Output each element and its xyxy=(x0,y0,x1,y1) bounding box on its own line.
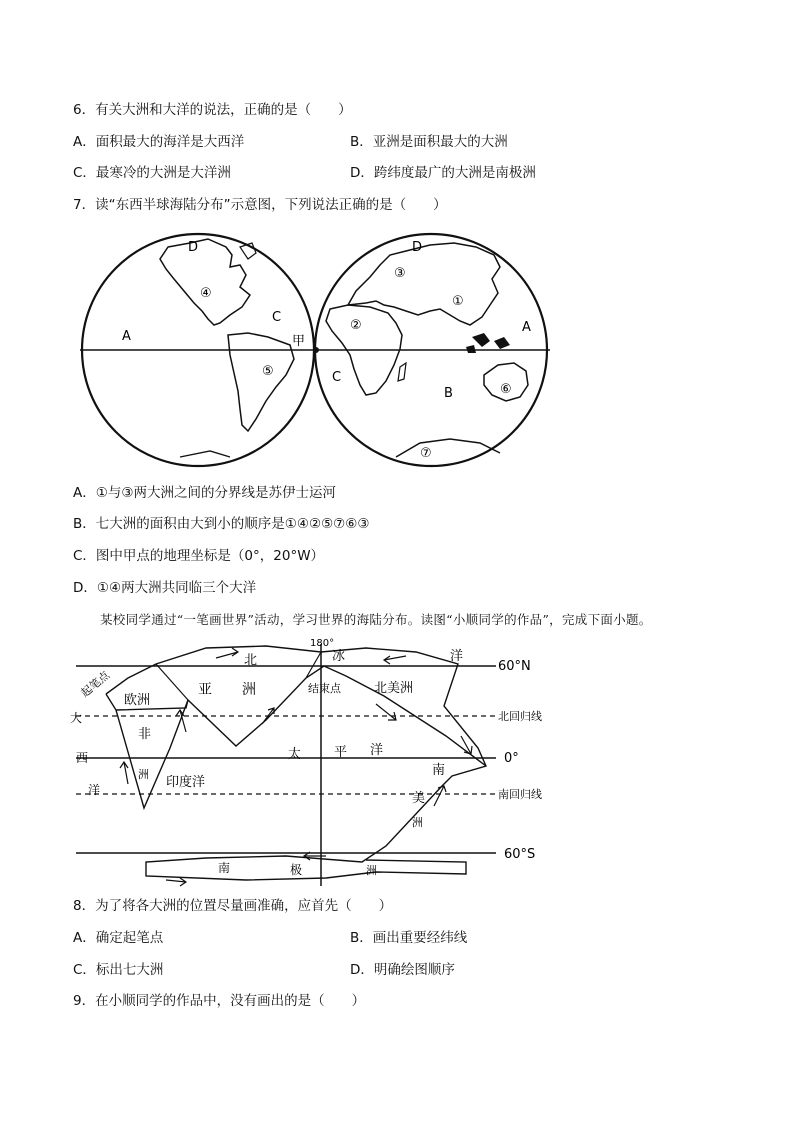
tropic-s-label: 南回归线 xyxy=(498,788,542,801)
map-label-c-east: C xyxy=(332,370,342,385)
indian-ocean-label: 印度洋 xyxy=(166,775,206,790)
q9-stem: 9．在小顺同学的作品中，没有画出的是（ ） xyxy=(73,993,366,1009)
map-label-1: ① xyxy=(452,294,464,309)
q6-stem: 6．有关大洲和大洋的说法，正确的是（ ） xyxy=(73,102,352,118)
start-point-label: 起笔点 xyxy=(78,668,113,700)
pacific-label-3: 洋 xyxy=(370,743,384,758)
one-stroke-world-sketch xyxy=(66,636,556,888)
atlantic-label-3: 洋 xyxy=(88,783,101,797)
map-label-d-east: D xyxy=(412,240,423,255)
map-label-3: ③ xyxy=(394,266,406,281)
arctic-label-2: 冰 xyxy=(332,649,346,664)
q7-option-a[interactable]: A．①与③两大洲之间的分界线是苏伊士运河 xyxy=(73,485,336,501)
q8-option-c[interactable]: C．标出七大洲 xyxy=(73,962,164,978)
lat-60n-label: 60°N xyxy=(498,659,531,674)
map-label-c-west: C xyxy=(272,310,282,325)
map-label-5: ⑤ xyxy=(262,364,274,379)
hemispheres-map xyxy=(80,225,550,475)
map-label-2: ② xyxy=(350,318,362,333)
q8-stem: 8．为了将各大洲的位置尽量画准确，应首先（ ） xyxy=(73,898,393,914)
tropic-n-label: 北回归线 xyxy=(498,710,542,723)
q7-option-d[interactable]: D．①④两大洲共同临三个大洋 xyxy=(73,580,257,596)
map-label-b: B xyxy=(444,386,453,401)
asia-label-2: 洲 xyxy=(242,682,256,698)
point-jia-dot xyxy=(313,347,319,353)
asia-label-1: 亚 xyxy=(198,682,212,698)
s-america-label-3: 洲 xyxy=(412,816,423,829)
q7-option-c[interactable]: C．图中甲点的地理坐标是（0°，20°W） xyxy=(73,548,325,564)
q8-option-b[interactable]: B．画出重要经纬线 xyxy=(350,930,468,946)
map-label-jia: 甲 xyxy=(292,334,306,349)
end-point-label: 结束点 xyxy=(308,682,341,695)
atlantic-label-1: 大 xyxy=(70,711,83,725)
s-america-label-1: 南 xyxy=(432,763,446,778)
lon-180-label: 180° xyxy=(310,638,335,649)
arctic-label-1: 北 xyxy=(244,653,258,668)
map-label-7: ⑦ xyxy=(420,446,432,461)
q7-stem: 7．读“东西半球海陆分布”示意图，下列说法正确的是（ ） xyxy=(73,197,447,213)
map-label-4: ④ xyxy=(200,286,212,301)
africa-label-1: 非 xyxy=(138,727,152,742)
q8-option-a[interactable]: A．确定起笔点 xyxy=(73,930,164,946)
map-label-a-west: A xyxy=(122,329,131,344)
pacific-label-2: 平 xyxy=(334,745,348,760)
q8-option-d[interactable]: D．明确绘图顺序 xyxy=(350,962,455,978)
map-label-d-west: D xyxy=(188,240,199,255)
intro-text: 某校同学通过“一笔画世界”活动，学习世界的海陆分布。读图“小顺同学的作品”，完成下面小题。 xyxy=(100,612,652,627)
q6-option-d[interactable]: D．跨纬度最广的大洲是南极洲 xyxy=(350,165,536,181)
arctic-label-3: 洋 xyxy=(450,649,464,664)
antarctica-label-1: 南 xyxy=(218,861,231,875)
atlantic-label-2: 西 xyxy=(76,751,89,765)
europe-label: 欧洲 xyxy=(124,693,151,708)
lat-60s-label: 60°S xyxy=(504,847,536,862)
equator-label: 0° xyxy=(504,751,519,766)
map-label-a-east: A xyxy=(522,320,531,335)
q6-option-c[interactable]: C．最寒冷的大洲是大洋洲 xyxy=(73,165,231,181)
q7-option-b[interactable]: B．七大洲的面积由大到小的顺序是①④②⑤⑦⑥③ xyxy=(73,516,370,532)
africa-label-2: 洲 xyxy=(138,768,149,781)
antarctica-label-2: 极 xyxy=(290,863,303,877)
q6-option-b[interactable]: B．亚洲是面积最大的大洲 xyxy=(350,134,508,150)
s-america-label-2: 美 xyxy=(412,791,426,806)
antarctica-label-3: 洲 xyxy=(366,864,377,877)
pacific-label-1: 太 xyxy=(288,747,302,762)
map-label-6: ⑥ xyxy=(500,382,512,397)
q6-option-a[interactable]: A．面积最大的海洋是大西洋 xyxy=(73,134,245,150)
n-america-label: 北美洲 xyxy=(374,681,414,696)
